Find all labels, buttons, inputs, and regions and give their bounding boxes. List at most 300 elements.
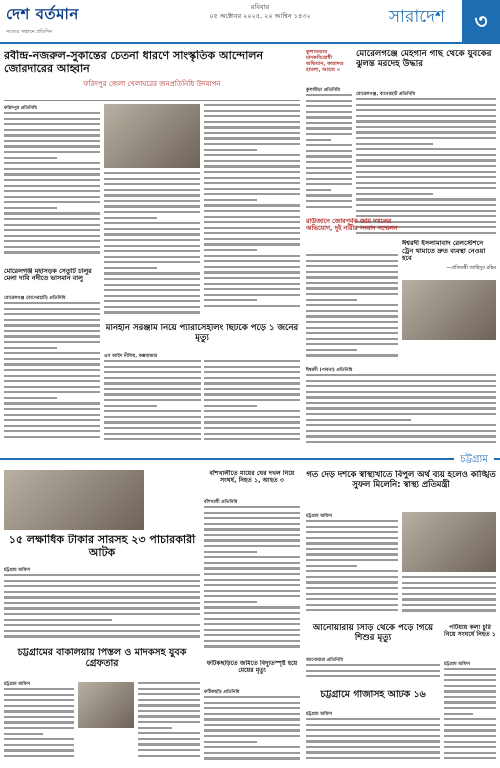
- text-line: [204, 115, 300, 117]
- article-body: [306, 254, 398, 364]
- byline: [306, 512, 398, 518]
- text-line: [104, 371, 201, 373]
- text-line: [306, 206, 352, 208]
- text-line: [306, 570, 398, 572]
- text-line: [356, 193, 433, 195]
- text-line: [104, 284, 200, 286]
- article-a12-header: [306, 470, 496, 510]
- text-line: [306, 254, 398, 256]
- text-line: [138, 682, 200, 684]
- text-line: [306, 735, 440, 737]
- article-body: [444, 668, 496, 764]
- text-line: [138, 715, 200, 717]
- text-line: [4, 705, 74, 707]
- text-line: [306, 746, 440, 748]
- byline-text: কুলাউড়া প্রতিনিধি: [306, 88, 340, 92]
- text-line: [104, 205, 200, 207]
- text-line: [356, 109, 496, 111]
- text-line: [104, 388, 201, 390]
- article-body: [402, 576, 496, 620]
- text-line: [4, 324, 100, 326]
- subhead: ফরিদপুর জেলা খেলাঘরের জনপ্রতিনিধি উদযাপন: [83, 80, 221, 89]
- text-line: [4, 630, 200, 632]
- text-line: [4, 699, 74, 701]
- article-body: [306, 94, 352, 214]
- text-line: [204, 567, 300, 569]
- text-line: [306, 167, 352, 169]
- text-line: [402, 593, 496, 595]
- event-photo: [402, 280, 496, 340]
- headline: ঈশ্বরদী ইসলামাবাদ রেলস্টেশনে ট্রেন থামাতে দ্রুত ব্যবস্থা নেওয়া হবে: [402, 240, 486, 263]
- headline: ফটিকছড়িতে জমিতে বিদ্যুতস্পৃষ্ট হয়ে মেয়ের মৃত্যু: [206, 660, 298, 675]
- text-line: [4, 408, 100, 410]
- article-a13-header: [306, 624, 440, 654]
- headline: কুলাউড়ায় মাদকবিরোধী অভিযান, কারাদণ্ড হামলা, আহত ৩: [306, 50, 344, 73]
- byline: [306, 710, 440, 716]
- text-line: [306, 419, 411, 421]
- text-line: [204, 154, 300, 156]
- article-body: [204, 696, 300, 764]
- text-line: [402, 609, 496, 611]
- text-line: [204, 405, 257, 407]
- text-line: [4, 716, 74, 718]
- text-line: [306, 729, 440, 731]
- text-line: [104, 421, 201, 423]
- text-line: [204, 551, 257, 553]
- headline: চট্টগ্রামে গাঁজাসহ আটক ১৬: [320, 690, 426, 700]
- text-line: [204, 618, 300, 620]
- text-line: [306, 133, 352, 135]
- article-body: [104, 360, 201, 448]
- text-line: [104, 189, 200, 191]
- text-line: [4, 574, 200, 576]
- text-line: [306, 183, 352, 185]
- text-line: [306, 321, 398, 323]
- byline-text: এস আইদ নীলিয়, কক্সবাজার: [104, 354, 158, 358]
- text-line: [204, 562, 300, 564]
- page-number: ৩: [462, 0, 500, 42]
- article-body: [204, 360, 300, 448]
- byline: [4, 680, 74, 686]
- text-line: [104, 295, 200, 297]
- text-line: [204, 126, 300, 128]
- text-line: [4, 151, 100, 153]
- byline-text: ঈশ্বরদী (পাবনা) প্রতিনিধি: [306, 368, 353, 372]
- article-body: [306, 718, 440, 764]
- text-line: [104, 267, 157, 269]
- text-line: [4, 619, 112, 621]
- text-line: [4, 229, 100, 231]
- text-line: [204, 243, 300, 245]
- suspect-photo: [78, 682, 134, 728]
- headline: আনোয়ারায় সিঁড়ি থেকে পড়ে গিয়ে শিশুর মৃত্যু: [312, 624, 434, 643]
- text-line: [4, 308, 100, 310]
- byline: [204, 688, 300, 694]
- text-line: [306, 276, 398, 278]
- byline-text: চট্টগ্রাম অফিস: [306, 712, 332, 716]
- text-line: [306, 413, 496, 415]
- text-line: [104, 289, 200, 291]
- text-line: [356, 143, 433, 145]
- text-line: [306, 424, 496, 426]
- text-line: [306, 139, 331, 141]
- text-line: [204, 149, 257, 151]
- text-line: [104, 200, 200, 202]
- article-a6-header: [306, 218, 398, 252]
- text-line: [306, 402, 496, 404]
- text-line: [4, 118, 100, 120]
- text-line: [4, 602, 200, 604]
- text-line: [104, 250, 200, 252]
- text-line: [4, 397, 57, 399]
- text-line: [306, 441, 496, 443]
- text-line: [444, 718, 496, 720]
- text-line: [204, 294, 300, 296]
- text-line: [4, 721, 74, 723]
- text-line: [204, 640, 300, 642]
- text-line: [306, 122, 352, 124]
- text-line: [444, 724, 496, 726]
- text-line: [104, 233, 200, 235]
- headline: মোরেলগঞ্জ মহাসড়ক সেতুটি চালুর মেলা দাবি নদীতে ভাসমান বালু: [4, 268, 92, 283]
- text-line: [444, 696, 496, 698]
- text-line: [4, 624, 200, 626]
- text-line: [444, 690, 496, 692]
- text-line: [204, 629, 300, 631]
- text-line: [138, 704, 200, 706]
- text-line: [204, 216, 300, 218]
- text-line: [204, 427, 300, 429]
- text-line: [306, 670, 440, 672]
- article-a4-header: [306, 50, 352, 84]
- text-line: [204, 210, 300, 212]
- text-line: [204, 523, 300, 525]
- text-line: [138, 738, 200, 740]
- headline: গত দেড় দশকে স্বাস্থ্যখাতে বিপুল অর্থ ব্যয় হলেও কাঙ্খিত সুফল মিলেনি: স্বাস্থ্য প্রতিমন্ত্রী: [306, 470, 496, 489]
- text-line: [306, 111, 352, 113]
- text-line: [204, 221, 300, 223]
- headline: মোরেলগঞ্জে মেহগনি গাছ থেকে যুবকের ঝুলন্ত মরদেহ উদ্ধার: [356, 50, 492, 69]
- text-line: [306, 548, 398, 550]
- text-line: [4, 246, 100, 248]
- text-line: [306, 271, 398, 273]
- text-line: [356, 215, 496, 217]
- text-line: [356, 176, 496, 178]
- byline: [104, 352, 300, 358]
- text-line: [444, 713, 473, 715]
- text-line: [4, 162, 100, 164]
- text-line: [204, 707, 300, 709]
- text-line: [204, 238, 300, 240]
- text-line: [306, 526, 398, 528]
- text-line: [204, 255, 300, 257]
- text-line: [306, 435, 496, 437]
- article-body: [306, 520, 398, 620]
- text-line: [4, 352, 100, 354]
- text-line: [204, 299, 257, 301]
- text-line: [204, 305, 300, 307]
- text-line: [306, 751, 440, 753]
- text-line: [104, 427, 201, 429]
- text-line: [306, 116, 352, 118]
- text-line: [204, 410, 300, 412]
- headline: চট্টগ্রামের বাকলিয়ায় পিস্তল ও মাদকসহ যুবক গ্রেফতার: [17, 648, 187, 669]
- text-line: [444, 746, 496, 748]
- text-line: [204, 421, 300, 423]
- text-line: [204, 584, 300, 586]
- text-line: [4, 145, 100, 147]
- text-line: [204, 573, 300, 575]
- text-line: [204, 393, 300, 395]
- text-line: [306, 189, 331, 191]
- text-line: [306, 542, 398, 544]
- text-line: [4, 363, 100, 365]
- text-line: [402, 604, 496, 606]
- text-line: [4, 224, 100, 226]
- text-line: [204, 177, 300, 179]
- text-line: [356, 131, 496, 133]
- text-line: [306, 94, 352, 96]
- byline-text: চট্টগ্রাম অফিস: [444, 662, 470, 666]
- text-line: [402, 582, 496, 584]
- text-line: [204, 528, 300, 530]
- article-body: [138, 682, 200, 764]
- text-line: [306, 718, 440, 720]
- text-line: [4, 134, 100, 136]
- text-line: [306, 385, 496, 387]
- text-line: [204, 601, 257, 603]
- text-line: [356, 198, 496, 200]
- text-line: [104, 405, 157, 407]
- text-line: [444, 757, 496, 759]
- text-line: [204, 171, 300, 173]
- text-line: [4, 380, 100, 382]
- text-line: [204, 757, 300, 759]
- section-bar: [0, 452, 500, 466]
- headline: রবীন্দ্র-নজরুল-সুকান্তের চেতনা ধারণে সাংস্কৃতিক আন্দোলন জোরদারের আহ্বান: [4, 50, 264, 75]
- text-line: [4, 430, 100, 432]
- text-line: [4, 414, 100, 416]
- divider: [4, 100, 300, 101]
- text-line: [104, 438, 201, 440]
- text-line: [104, 183, 200, 185]
- text-line: [306, 343, 398, 345]
- text-line: [444, 729, 496, 731]
- text-line: [402, 587, 496, 589]
- text-line: [4, 123, 100, 125]
- text-line: [4, 240, 100, 242]
- text-line: [204, 752, 300, 754]
- text-line: [204, 382, 300, 384]
- text-line: [306, 531, 398, 533]
- text-line: [204, 718, 300, 720]
- text-line: [4, 402, 100, 404]
- text-line: [4, 613, 200, 615]
- text-line: [4, 140, 100, 142]
- text-line: [4, 738, 74, 740]
- text-line: [444, 679, 496, 681]
- byline-text: চট্টগ্রাম অফিস: [4, 682, 30, 686]
- text-line: [104, 261, 200, 263]
- article-body: [306, 664, 440, 686]
- text-line: [356, 120, 496, 122]
- text-line: [4, 201, 100, 203]
- text-line: [104, 239, 200, 241]
- byline: [4, 104, 100, 110]
- headline: ১৫ লক্ষাধিক টাকার সারসহ ২৩ পাচারকারী আটক: [8, 534, 196, 559]
- text-line: [104, 256, 200, 258]
- text-line: [104, 306, 200, 308]
- text-line: [138, 721, 200, 723]
- logo-tagline: সত্যের সন্ধানে প্রতিদিন: [6, 29, 53, 35]
- text-line: [138, 688, 200, 690]
- text-line: [444, 685, 496, 687]
- text-line: [4, 157, 57, 159]
- text-line: [204, 702, 300, 704]
- text-line: [4, 580, 200, 582]
- text-line: [306, 144, 352, 146]
- text-line: [306, 161, 352, 163]
- text-line: [104, 272, 200, 274]
- minister-photo: [402, 512, 496, 572]
- text-line: [444, 701, 496, 703]
- text-line: [204, 193, 300, 195]
- text-line: [306, 172, 352, 174]
- text-line: [204, 288, 300, 290]
- text-line: [204, 512, 300, 514]
- text-line: [306, 537, 398, 539]
- text-line: [138, 693, 200, 695]
- text-line: [104, 222, 200, 224]
- article-body: [4, 688, 74, 764]
- text-line: [306, 430, 496, 432]
- text-line: [306, 310, 398, 312]
- text-line: [204, 266, 300, 268]
- text-line: [204, 366, 300, 368]
- text-line: [4, 386, 100, 388]
- text-line: [4, 425, 100, 427]
- text-line: [444, 668, 496, 670]
- text-line: [104, 178, 200, 180]
- text-line: [4, 727, 74, 729]
- text-line: [402, 598, 496, 600]
- newspaper-logo: [6, 3, 98, 37]
- text-line: [306, 282, 398, 284]
- text-line: [104, 194, 200, 196]
- text-line: [306, 260, 398, 262]
- text-line: [356, 126, 496, 128]
- text-line: [138, 727, 172, 729]
- text-line: [306, 391, 496, 393]
- text-line: [204, 199, 257, 201]
- article-a14-header: [444, 624, 496, 658]
- dateline: [150, 3, 370, 25]
- text-line: [306, 155, 352, 157]
- text-line: [306, 380, 496, 382]
- text-line: [4, 173, 100, 175]
- text-line: [402, 576, 496, 578]
- section-rule: [0, 458, 500, 460]
- article-body: [4, 574, 200, 644]
- article-a8-header: [4, 534, 200, 564]
- text-line: [204, 388, 300, 390]
- text-line: [4, 733, 43, 735]
- text-line: [204, 143, 300, 145]
- text-line: [4, 591, 200, 593]
- text-line: [204, 227, 300, 229]
- article-a3-header: [104, 324, 300, 350]
- text-line: [204, 160, 300, 162]
- text-line: [306, 349, 357, 351]
- text-line: [204, 612, 300, 614]
- text-line: [4, 129, 100, 131]
- byline: [204, 498, 300, 504]
- text-line: [306, 287, 398, 289]
- text-line: [356, 154, 496, 156]
- text-line: [306, 675, 440, 677]
- text-line: [204, 517, 300, 519]
- text-line: [204, 433, 300, 435]
- article-body: [104, 172, 200, 322]
- text-line: [356, 182, 496, 184]
- article-body: [306, 374, 496, 448]
- text-line: [306, 194, 352, 196]
- headline: রাউজানে জোরপূর্বক জমি দখলের অভিযোগ, দুই নারীর সংবাদ সম্মেলন: [306, 218, 398, 233]
- headline: পটিয়ায় কলা চুরি নিয়ে সংঘর্ষে নিহত ১: [444, 624, 496, 639]
- text-line: [204, 121, 300, 123]
- text-line: [306, 740, 440, 742]
- text-line: [356, 204, 496, 206]
- event-photo: [104, 104, 200, 168]
- article-a11-header: [204, 660, 300, 686]
- text-line: [204, 645, 300, 647]
- text-line: [4, 358, 100, 360]
- text-line: [204, 399, 300, 401]
- text-line: [204, 556, 300, 558]
- text-line: [204, 438, 300, 440]
- text-line: [104, 278, 200, 280]
- text-line: [4, 330, 100, 332]
- text-line: [306, 396, 496, 398]
- byline-text: চট্টগ্রাম অফিস: [306, 514, 332, 518]
- text-line: [4, 341, 100, 343]
- text-line: [204, 534, 300, 536]
- text-line: [4, 319, 100, 321]
- text-line: [306, 299, 357, 301]
- text-line: [204, 416, 300, 418]
- logo-text: দেশ বর্তমান: [6, 5, 79, 23]
- text-line: [306, 587, 398, 589]
- text-line: [4, 212, 100, 214]
- text-line: [306, 150, 352, 152]
- text-line: [444, 674, 496, 676]
- text-line: [356, 98, 496, 100]
- text-line: [4, 436, 100, 438]
- text-line: [444, 741, 496, 743]
- text-line: [4, 218, 100, 220]
- text-line: [4, 196, 100, 198]
- text-line: [4, 596, 200, 598]
- article-body: [356, 98, 496, 238]
- text-line: [4, 635, 200, 637]
- text-line: [4, 335, 100, 337]
- text-line: [306, 520, 398, 522]
- article-a5-header: [356, 50, 496, 88]
- article-a10-header: [4, 648, 200, 678]
- text-line: [204, 182, 300, 184]
- headline: বাঁশখালীতে মায়ের ঘের দখল নিয়ে সংঘর্ষ, নিহত ১, আহত ৩: [209, 470, 295, 485]
- text-line: [138, 732, 200, 734]
